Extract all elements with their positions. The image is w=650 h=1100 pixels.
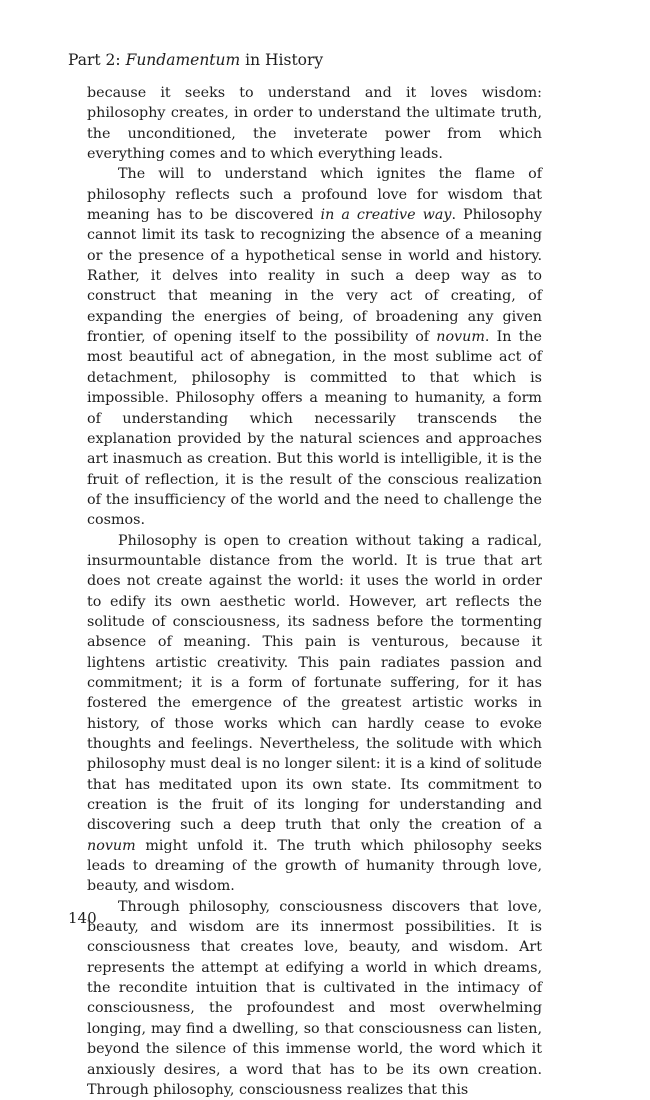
running-head [68,50,323,70]
text-run: The will to understand which ignites the flame of philosophy reflects such a profound love for wisdom that meaning has to be discovered [87,166,542,224]
text-run: . In the most beautiful act of abnegation, in the most sublime act of detachment, philosophy is committed to that which is impossible. Philosophy offers a meaning to humanity, a form of understanding which necessarily transcends the explanation provided by the natural sciences and approaches art inasmuch as creation. But this world is intelligible, it is the fruit of reflection, it is the result of the conscious realization of the insufficiency of the world and the need to challenge the cosmos. [87,329,542,529]
text-run: might unfold it. The truth which philosophy seeks leads to dreaming of the growth of humanity through love, beauty, and wisdom. [87,837,542,895]
running-head-part-label: Part 2: [68,51,126,69]
italic-text: in a creative way [320,207,452,224]
text-run: Philosophy is open to creation without taking a radical, insurmountable distance from the world. It is true that art does not create against the world: it uses the world in order to edify its own aesthetic world. However, art reflects the solitude of consciousness, its sadness before the tormenting absence of meaning. This pain is venturous, because it lightens artistic creativity. This pain radiates passion and commitment; it is a form of fortunate suffering, for it has fostered the emergence of the greatest artistic works in history, of those works which can hardly cease to evoke thoughts and feelings. Nevertheless, the solitude with which philosophy must deal is no longer silent: it is a kind of solitude that has meditated upon its own state. Its commitment to creation is the fruit of its longing for understanding and discovering such a deep truth that only the creation of a [87,532,542,834]
italic-text: novum [87,837,136,854]
paragraph [87,531,542,897]
paragraph [87,164,542,530]
text-run: because it seeks to understand and it loves wisdom: philosophy creates, in order to understand the ultimate truth, the unconditioned, the inveterate power from which everything comes and to which everything leads. [87,85,542,163]
running-head-title-rest: in History [240,51,324,69]
text-run: Through philosophy, consciousness discovers that love, beauty, and wisdom are its innermost possibilities. It is consciousness that creates love, beauty, and wisdom. Art represents the attempt at edifying a world in which dreams, the recondite intuition that is cultivated in the intimacy of consciousness, the profoundest and most overwhelming longing, may find a dwelling, so that consciousness can listen, beyond the silence of this immense world, the word which it anxiously desires, a word that has to be its own creation. Through philosophy, consciousness realizes that this [87,898,542,1098]
page-number: 140 [68,909,97,927]
italic-text: novum [436,329,485,346]
running-head-italic-title: Fundamentum [125,51,241,69]
body-text [87,83,542,1100]
paragraph [87,83,542,164]
text-run: . Philosophy cannot limit its task to recognizing the absence of a meaning or the presence of a hypothetical sense in world and history. Rather, it delves into reality in such a deep way as to construct that meaning in the very act of creating, of expanding the energies of being, of broadening any given frontier, of opening itself to the possibility of [87,207,542,346]
paragraph [87,897,542,1100]
